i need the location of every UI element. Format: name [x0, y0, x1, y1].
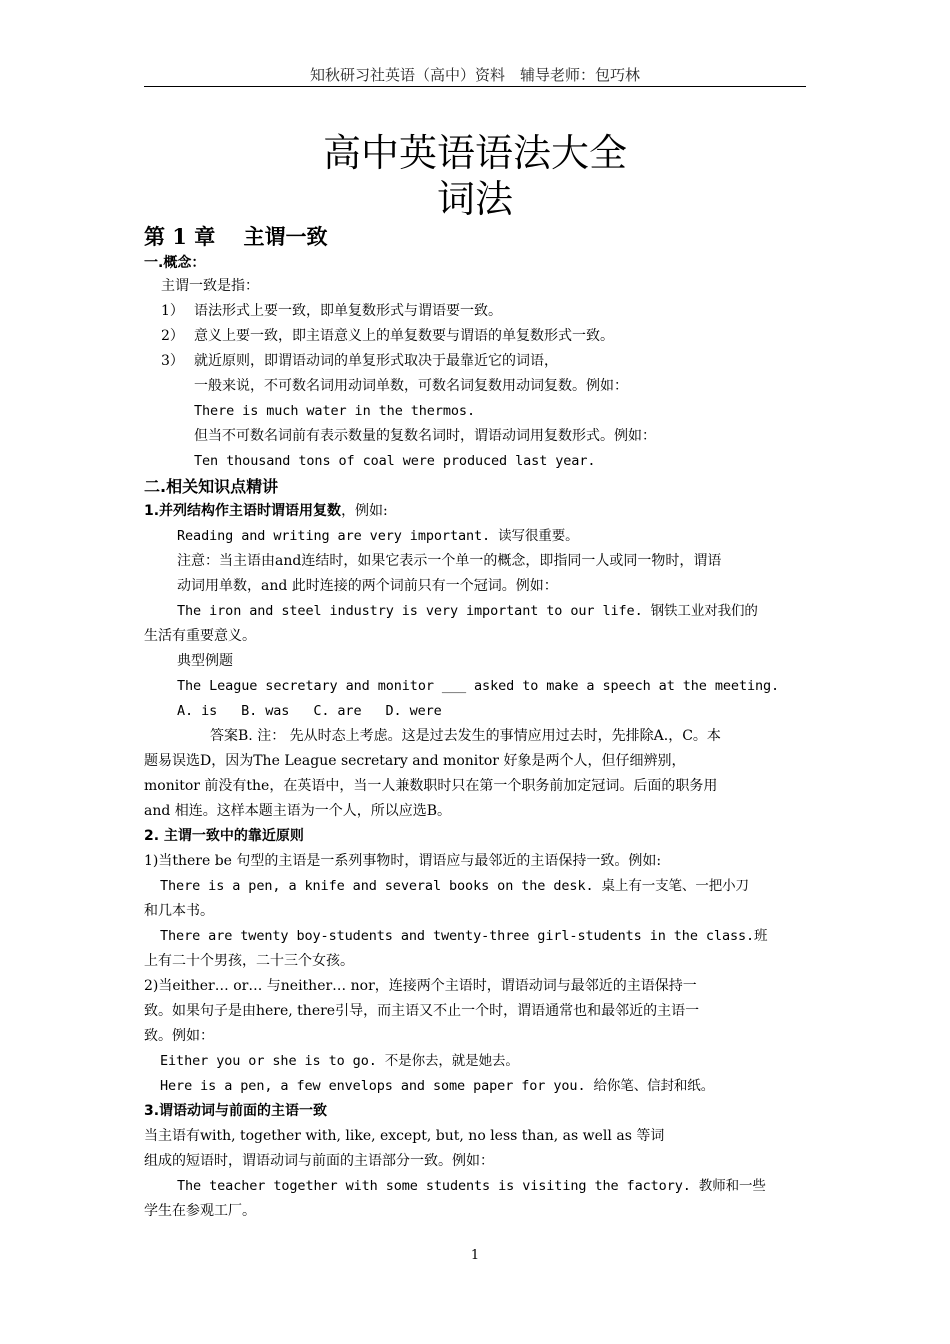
- point-heading: 3.谓语动词与前面的主语一致: [144, 1103, 328, 1119]
- example-sentence: Ten thousand tons of coal were produced last year.: [194, 453, 596, 469]
- item-text: 意义上要一致，即主语意义上的单复数要与谓语的单复数形式一致。: [194, 328, 614, 344]
- example-sentence: There is a pen, a knife and several books on the desk. 桌上有一支笔、一把小刀: [160, 878, 749, 894]
- example-translation: 和几本书。: [144, 903, 214, 919]
- option-a: A. is: [177, 703, 218, 719]
- section-heading-concept: 一.概念：: [144, 255, 206, 271]
- concept-item: [144, 349, 806, 374]
- concept-note: 但当不可数名词前有表示数量的复数名词时，谓语动词用复数形式。例如：: [194, 428, 656, 444]
- rule-text: 致。如果句子是由here, there引导，而主语又不止一个时，谓语通常也和最邻近的主语一: [144, 1003, 700, 1019]
- rule-text: 当主语有with, together with, like, except, but, no less than, as well as 等词: [144, 1128, 665, 1144]
- rule-text: 致。例如：: [144, 1028, 214, 1044]
- point-heading: 2. 主谓一致中的靠近原则: [144, 828, 304, 844]
- rule-text: 1)当there be 句型的主语是一系列事物时，谓语应与最邻近的主语保持一致。例如:: [144, 853, 662, 869]
- point-heading-bold: 1.并列结构作主语时谓语用复数: [144, 503, 342, 519]
- page-number: 1: [470, 1248, 480, 1263]
- item-text: 就近原则，即谓语动词的单复形式取决于最靠近它的词语，: [194, 353, 558, 369]
- example-sentence: There is much water in the thermos.: [194, 403, 475, 419]
- concept-item: [144, 324, 806, 349]
- answer-explanation: 题易误选D，因为The League secretary and monitor 好象是两个人，但仔细辨别，: [144, 753, 686, 769]
- example-sentence: There are twenty boy-students and twenty-three girl-students in the class.班: [160, 928, 768, 944]
- rule-text: 2)当either… or… 与neither… nor，连接两个主语时，谓语动词与最邻近的主语保持一: [144, 978, 697, 994]
- answer-options: [144, 699, 806, 724]
- option-d: D. were: [385, 703, 442, 719]
- point-heading-tail: ，例如:: [341, 503, 388, 519]
- answer-explanation: monitor 前没有the，在英语中，当一人兼数职时只在第一个职务前加定冠词。后面的职务用: [144, 778, 718, 794]
- item-text: 语法形式上要一致，即单复数形式与谓语要一致。: [194, 303, 502, 319]
- example-translation: 上有二十个男孩，二十三个女孩。: [144, 953, 354, 969]
- option-c: C. are: [313, 703, 362, 719]
- example-sentence: Either you or she is to go. 不是你去，就是她去。: [160, 1053, 519, 1069]
- concept-item: [144, 299, 806, 324]
- section-heading-knowledge: 二.相关知识点精讲: [144, 477, 279, 496]
- example-sentence: Reading and writing are very important. 读写很重要。: [177, 528, 579, 544]
- example-translation: 学生在参观工厂。: [144, 1203, 256, 1219]
- page-header: 知秋研习社英语（高中）资料 辅导老师：包巧林: [309, 66, 640, 84]
- exam-question: The League secretary and monitor ___ asked to make a speech at the meeting.: [177, 678, 780, 694]
- item-number: 1）: [161, 303, 184, 319]
- document-title: 高中英语语法大全: [322, 131, 627, 175]
- chapter-heading: 第 1 章 主谓一致: [144, 224, 328, 249]
- note-text: 注意：当主语由and连结时，如果它表示一个单一的概念，即指同一人或同一物时，谓语: [177, 553, 722, 569]
- document-subtitle: 词法: [436, 177, 513, 221]
- rule-text: 组成的短语时，谓语动词与前面的主语部分一致。例如：: [144, 1153, 494, 1169]
- answer-explanation: and 相连。这样本题主语为一个人，所以应选B。: [144, 803, 452, 819]
- example-sentence: Here is a pen, a few envelops and some paper for you. 给你笔、信封和纸。: [160, 1078, 715, 1094]
- typical-example-label: 典型例题: [177, 653, 233, 669]
- item-number: 2）: [161, 328, 184, 344]
- example-sentence: The teacher together with some students is visiting the factory. 教师和一些: [177, 1178, 766, 1194]
- example-sentence: The iron and steel industry is very important to our life. 钢铁工业对我们的: [177, 603, 758, 619]
- item-number: 3）: [161, 353, 184, 369]
- concept-intro: 主谓一致是指：: [161, 278, 259, 294]
- note-text: 动词用单数，and 此时连接的两个词前只有一个冠词。例如：: [177, 578, 558, 594]
- document-body: [144, 222, 806, 1224]
- option-b: B. was: [241, 703, 290, 719]
- header-rule: [144, 86, 806, 87]
- example-translation: 生活有重要意义。: [144, 628, 256, 644]
- point-heading: [144, 499, 806, 524]
- concept-note: 一般来说，不可数名词用动词单数，可数名词复数用动词复数。例如：: [194, 378, 628, 394]
- answer-explanation: 答案B. 注： 先从时态上考虑。这是过去发生的事情应用过去时，先排除A.，C。本: [210, 728, 721, 744]
